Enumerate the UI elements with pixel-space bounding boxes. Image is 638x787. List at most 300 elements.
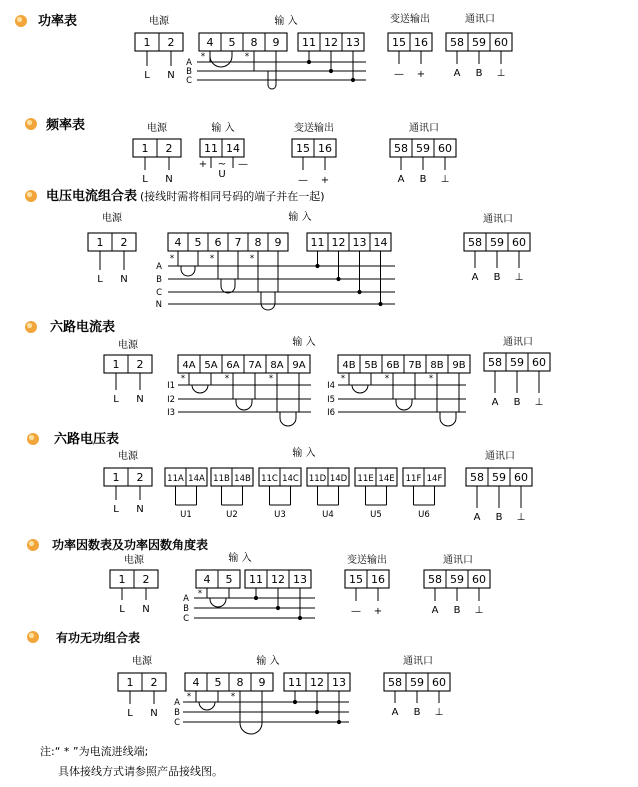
terminal-1: 1: [126, 676, 134, 689]
phase-label: I2: [167, 395, 175, 405]
section-title: 电压电流组合表: [46, 189, 138, 204]
comm-block: [424, 553, 490, 616]
terminal-6: 6: [214, 236, 222, 249]
comm-block: [484, 335, 550, 408]
voltage-u-label: U1: [180, 510, 192, 520]
terminal-58: 58: [394, 142, 408, 155]
wire-label: ⊥: [514, 272, 524, 283]
terminal-59: 59: [490, 236, 504, 249]
power-label: 电源: [118, 451, 138, 462]
wire-label: B: [419, 174, 427, 185]
voltage-u-label: U5: [370, 510, 382, 520]
terminal-4B: 4B: [342, 360, 356, 371]
terminal-7B: 7B: [408, 360, 422, 371]
terminal-58: 58: [468, 236, 482, 249]
star-mark: *: [244, 52, 250, 62]
wire-label: A: [431, 605, 439, 616]
terminal-16: 16: [318, 142, 332, 155]
section-bullet-icon: [25, 321, 37, 333]
terminal-16: 16: [414, 36, 428, 49]
terminal-2: 2: [150, 676, 158, 689]
terminal-11: 11: [204, 142, 218, 155]
section-title: 六路电流表: [50, 320, 116, 335]
terminal-16: 16: [371, 573, 385, 586]
wire-label: A: [491, 397, 499, 408]
comm-terminals: [424, 570, 490, 588]
terminal-2: 2: [167, 36, 175, 49]
terminal-5A: 5A: [204, 360, 218, 371]
terminal-58: 58: [428, 573, 442, 586]
power-block: [104, 338, 152, 405]
terminal-9A: 9A: [292, 360, 306, 371]
star-mark: *: [200, 52, 206, 62]
voltage-u-label: U2: [226, 510, 238, 520]
transmit-block: [388, 12, 432, 80]
transmit-label: 变送输出: [294, 123, 334, 134]
comm-terminals: [446, 33, 512, 51]
terminal-60: 60: [512, 236, 526, 249]
comm-terminals: [390, 139, 456, 157]
section-six-voltage-meter: [104, 446, 532, 523]
terminal-2: 2: [142, 573, 150, 586]
input-label: 输 入: [288, 212, 312, 223]
wire-label: A: [453, 68, 461, 79]
comm-block: [384, 654, 450, 718]
current-terminals-group-a: [178, 355, 310, 373]
wire-label: N: [120, 274, 128, 285]
terminal-7A: 7A: [248, 360, 262, 371]
power-label: 电源: [132, 656, 152, 667]
section-subtitle: (接线时需将相同号码的端子并在一起): [140, 190, 325, 203]
bullet-highlight: [27, 120, 32, 125]
junction-dot: [293, 700, 297, 704]
comm-label: 通讯口: [485, 451, 515, 462]
comm-terminals: [464, 233, 530, 251]
sign-plus: +: [198, 159, 208, 170]
transmit-block: [292, 121, 336, 186]
voltage-pair-6: [403, 468, 445, 486]
comm-label: 通讯口: [483, 214, 513, 225]
bullet-highlight: [27, 192, 32, 197]
terminal-60: 60: [514, 471, 528, 484]
star-mark: *: [384, 374, 390, 384]
comm-block: [390, 121, 456, 185]
voltage-pair-2: [211, 468, 253, 486]
wire-label: B: [453, 605, 461, 616]
ct-loop: [181, 266, 195, 276]
terminal-11A: 11A: [167, 474, 184, 484]
ct-loop: [210, 51, 232, 67]
current-terminals: [196, 570, 240, 588]
frequency-terminals: [200, 139, 244, 157]
junction-dot: [307, 60, 311, 64]
comm-label: 通讯口: [465, 14, 495, 25]
current-terminals: [199, 33, 287, 51]
terminal-6B: 6B: [386, 360, 400, 371]
section-power-meter: [135, 12, 512, 89]
comm-terminals: [484, 353, 550, 371]
section-six-current-meter: [104, 335, 550, 426]
wire-label: N: [167, 70, 175, 81]
voltage-u-label: U4: [322, 510, 334, 520]
terminal-5: 5: [194, 236, 202, 249]
ct-loop: [261, 292, 275, 310]
terminal-58: 58: [488, 356, 502, 369]
terminal-14A: 14A: [188, 474, 205, 484]
terminal-60: 60: [432, 676, 446, 689]
phase-label: B: [186, 67, 192, 77]
terminal-7: 7: [234, 236, 242, 249]
terminal-11: 11: [249, 573, 263, 586]
ct-loop: [210, 598, 226, 607]
power-terminals: [135, 33, 183, 51]
star-mark: *: [186, 692, 192, 702]
transmit-label: 变送输出: [390, 14, 430, 25]
wire-label: L: [144, 70, 150, 81]
power-label: 电源: [118, 340, 138, 351]
terminal-13: 13: [332, 676, 346, 689]
terminal-2: 2: [136, 471, 144, 484]
voltage-u-label: U6: [418, 510, 430, 520]
power-label: 电源: [147, 123, 167, 134]
star-mark: *: [428, 374, 434, 384]
wire-label: L: [119, 604, 125, 615]
terminal-59: 59: [416, 142, 430, 155]
terminal-11D: 11D: [308, 474, 327, 484]
wire-label: ⊥: [474, 605, 484, 616]
transmit-block: [345, 553, 389, 617]
terminal-14F: 14F: [426, 474, 443, 484]
terminal-14B: 14B: [234, 474, 251, 484]
voltage-u-label: U: [218, 169, 226, 180]
junction-dot: [315, 710, 319, 714]
star-mark: *: [224, 374, 230, 384]
terminal-13: 13: [346, 36, 360, 49]
section-bullet-icon: [27, 433, 39, 445]
terminal-12: 12: [331, 236, 346, 249]
voltage-terminals: [284, 673, 350, 691]
phase-label: A: [186, 58, 192, 68]
input-label: 输 入: [211, 123, 235, 134]
voltage-pair-1: [165, 468, 207, 486]
junction-dot: [337, 720, 341, 724]
voltage-pair-3: [259, 468, 301, 486]
current-terminals-group-b: [338, 355, 470, 373]
ct-loop: [352, 385, 368, 393]
terminal-60: 60: [532, 356, 546, 369]
phase-label: C: [156, 288, 162, 298]
sign-minus: —: [238, 159, 248, 170]
terminal-14D: 14D: [329, 474, 348, 484]
wire-label: ⊥: [440, 174, 450, 185]
terminal-11E: 11E: [357, 474, 374, 484]
section-vi-combo-meter: [88, 210, 530, 310]
transmit-terminals: [345, 570, 389, 588]
power-terminals: [104, 355, 152, 373]
phase-label: I4: [327, 381, 335, 391]
junction-dot: [357, 290, 361, 294]
terminal-5: 5: [225, 573, 233, 586]
power-terminals: [133, 139, 181, 157]
terminal-11: 11: [288, 676, 302, 689]
comm-block: [466, 449, 532, 523]
ct-loop: [236, 399, 252, 410]
terminal-2: 2: [165, 142, 173, 155]
star-mark: *: [180, 374, 186, 384]
wire-label: ⊥: [516, 512, 526, 523]
wire-label: L: [142, 174, 148, 185]
wire-label: N: [136, 394, 144, 405]
wire-label: L: [127, 708, 133, 719]
terminal-4: 4: [203, 573, 211, 586]
junction-dot: [336, 277, 340, 281]
ct-loop: [396, 399, 412, 410]
terminal-4: 4: [206, 36, 214, 49]
wire-label: +: [416, 69, 426, 80]
input-label: 输 入: [256, 656, 280, 667]
wire-label: A: [473, 512, 481, 523]
wire-label: —: [298, 175, 308, 186]
terminal-15: 15: [392, 36, 406, 49]
star-mark: *: [268, 374, 274, 384]
section-bullet-icon: [25, 118, 37, 130]
phase-label: I3: [167, 408, 175, 418]
phase-label: A: [183, 594, 189, 604]
terminal-8: 8: [254, 236, 262, 249]
star-mark: *: [169, 254, 175, 264]
star-mark: *: [197, 589, 203, 599]
phase-label: C: [174, 718, 180, 728]
voltage-pair-4: [307, 468, 349, 486]
power-terminals: [104, 468, 152, 486]
terminal-11B: 11B: [213, 474, 230, 484]
bullet-highlight: [27, 323, 32, 328]
section-bullet-icon: [27, 631, 39, 643]
star-mark: *: [209, 254, 215, 264]
voltage-pair-5: [355, 468, 397, 486]
terminal-11C: 11C: [261, 474, 278, 484]
current-terminals: [185, 673, 273, 691]
junction-dot: [378, 302, 382, 306]
junction-dot: [276, 606, 280, 610]
wire-label: —: [394, 69, 404, 80]
comm-terminals: [466, 468, 532, 486]
terminal-1: 1: [112, 471, 120, 484]
junction-dot: [315, 264, 319, 268]
terminal-8: 8: [236, 676, 244, 689]
junction-dot: [298, 616, 302, 620]
ct-loop: [240, 712, 262, 734]
comm-block: [446, 12, 512, 79]
comm-label: 通讯口: [403, 656, 433, 667]
wire-label: +: [320, 175, 330, 186]
power-terminals: [88, 233, 136, 251]
note-current-input: 注:“ * ”为电流进线端;: [40, 745, 149, 758]
ct-loop: [221, 279, 235, 293]
terminal-2: 2: [136, 358, 144, 371]
phase-label: N: [155, 300, 162, 310]
phase-label: A: [174, 698, 180, 708]
bullet-highlight: [17, 17, 22, 22]
section-title: 六路电压表: [54, 432, 120, 447]
terminal-12: 12: [271, 573, 285, 586]
terminal-14C: 14C: [282, 474, 299, 484]
terminal-59: 59: [472, 36, 486, 49]
wire-label: L: [97, 274, 103, 285]
section-bullet-icon: [15, 15, 27, 27]
input-label: 输 入: [292, 448, 316, 459]
wire-label: N: [150, 708, 158, 719]
power-label: 电源: [124, 555, 144, 566]
ct-loop: [280, 412, 296, 426]
sign-tilde: ~: [217, 159, 227, 170]
comm-label: 通讯口: [503, 337, 533, 348]
terminal-59: 59: [450, 573, 464, 586]
phase-label: C: [186, 76, 192, 86]
wire-label: ⊥: [534, 397, 544, 408]
terminal-14E: 14E: [378, 474, 395, 484]
terminal-5B: 5B: [364, 360, 378, 371]
section-title: 有功无功组合表: [56, 631, 141, 645]
voltage-terminals: [298, 33, 364, 51]
section-active-reactive-meter: [118, 654, 450, 734]
wire-label: B: [413, 707, 421, 718]
phase-label: A: [156, 262, 162, 272]
section-pf-meter: [110, 551, 490, 624]
wire-label: B: [513, 397, 521, 408]
wire-label: N: [142, 604, 150, 615]
phase-label: B: [156, 275, 162, 285]
wire-label: L: [113, 504, 119, 515]
wire-label: +: [373, 606, 383, 617]
terminal-60: 60: [494, 36, 508, 49]
terminal-14: 14: [373, 236, 388, 249]
terminal-58: 58: [388, 676, 402, 689]
transmit-terminals: [388, 33, 432, 51]
terminal-1: 1: [96, 236, 104, 249]
section-title: 功率因数表及功率因数角度表: [52, 538, 209, 552]
terminal-11: 11: [302, 36, 316, 49]
current-terminals: [168, 233, 288, 251]
voltage-u-label: U3: [274, 510, 286, 520]
wire-label: N: [165, 174, 173, 185]
terminal-9: 9: [258, 676, 266, 689]
terminal-9: 9: [272, 36, 280, 49]
terminal-6A: 6A: [226, 360, 240, 371]
power-label: 电源: [102, 213, 122, 224]
terminal-12: 12: [324, 36, 338, 49]
power-block: [133, 121, 181, 185]
phase-label: C: [183, 614, 189, 624]
terminal-4A: 4A: [182, 360, 196, 371]
terminal-1: 1: [141, 142, 149, 155]
terminal-11F: 11F: [405, 474, 422, 484]
terminal-8A: 8A: [270, 360, 284, 371]
terminal-14: 14: [226, 142, 240, 155]
wire-label: ⊥: [434, 707, 444, 718]
terminal-9: 9: [274, 236, 282, 249]
terminal-13: 13: [352, 236, 367, 249]
wire-label: B: [493, 272, 501, 283]
terminal-5: 5: [214, 676, 222, 689]
section-title: 功率表: [38, 14, 78, 29]
wire-label: A: [397, 174, 405, 185]
terminal-12: 12: [310, 676, 324, 689]
ct-loop: [440, 412, 456, 426]
section-frequency-meter: [133, 121, 456, 186]
input-label: 输 入: [228, 553, 252, 564]
wire-label: A: [471, 272, 479, 283]
wire-label: —: [351, 606, 361, 617]
terminal-8B: 8B: [430, 360, 444, 371]
phase-label: I6: [327, 408, 335, 418]
terminal-1: 1: [112, 358, 120, 371]
terminal-4: 4: [174, 236, 182, 249]
ct-loop: [192, 385, 208, 393]
junction-dot: [329, 69, 333, 73]
comm-terminals: [384, 673, 450, 691]
terminal-11: 11: [310, 236, 325, 249]
voltage-terminals: [245, 570, 311, 588]
terminal-60: 60: [438, 142, 452, 155]
terminal-59: 59: [410, 676, 424, 689]
power-terminals: [118, 673, 166, 691]
power-block: [135, 14, 183, 81]
comm-block: [464, 212, 530, 283]
transmit-terminals: [292, 139, 336, 157]
wire-label: B: [475, 68, 483, 79]
wire-label: A: [391, 707, 399, 718]
terminal-13: 13: [293, 573, 307, 586]
power-block: [110, 553, 158, 615]
phase-label: I1: [167, 381, 175, 391]
star-mark: *: [249, 254, 255, 264]
ct-loop: [199, 702, 215, 710]
terminal-8: 8: [250, 36, 258, 49]
note-refer-wiring: 具体接线方式请参照产品接线图。: [58, 765, 223, 778]
phase-label: B: [183, 604, 189, 614]
terminal-58: 58: [470, 471, 484, 484]
comm-label: 通讯口: [409, 123, 439, 134]
terminal-15: 15: [349, 573, 363, 586]
phase-label: I5: [327, 395, 335, 405]
terminal-4: 4: [192, 676, 200, 689]
terminal-15: 15: [296, 142, 310, 155]
input-label: 输 入: [274, 16, 298, 27]
terminal-59: 59: [510, 356, 524, 369]
terminal-1: 1: [118, 573, 126, 586]
wire-label: L: [113, 394, 119, 405]
section-bullet-icon: [27, 539, 39, 551]
transmit-label: 变送输出: [347, 555, 387, 566]
power-terminals: [110, 570, 158, 588]
comm-label: 通讯口: [443, 555, 473, 566]
power-block: [88, 211, 136, 285]
terminal-60: 60: [472, 573, 486, 586]
star-mark: *: [340, 374, 346, 384]
terminal-58: 58: [450, 36, 464, 49]
bullet-highlight: [29, 435, 34, 440]
wire-label: ⊥: [496, 68, 506, 79]
terminal-5: 5: [228, 36, 236, 49]
bullet-highlight: [29, 633, 34, 638]
section-bullet-icon: [25, 190, 37, 202]
section-title: 频率表: [46, 118, 86, 133]
phase-label: B: [174, 708, 180, 718]
input-label: 输 入: [292, 337, 316, 348]
power-label: 电源: [149, 16, 169, 27]
bullet-highlight: [29, 541, 34, 546]
